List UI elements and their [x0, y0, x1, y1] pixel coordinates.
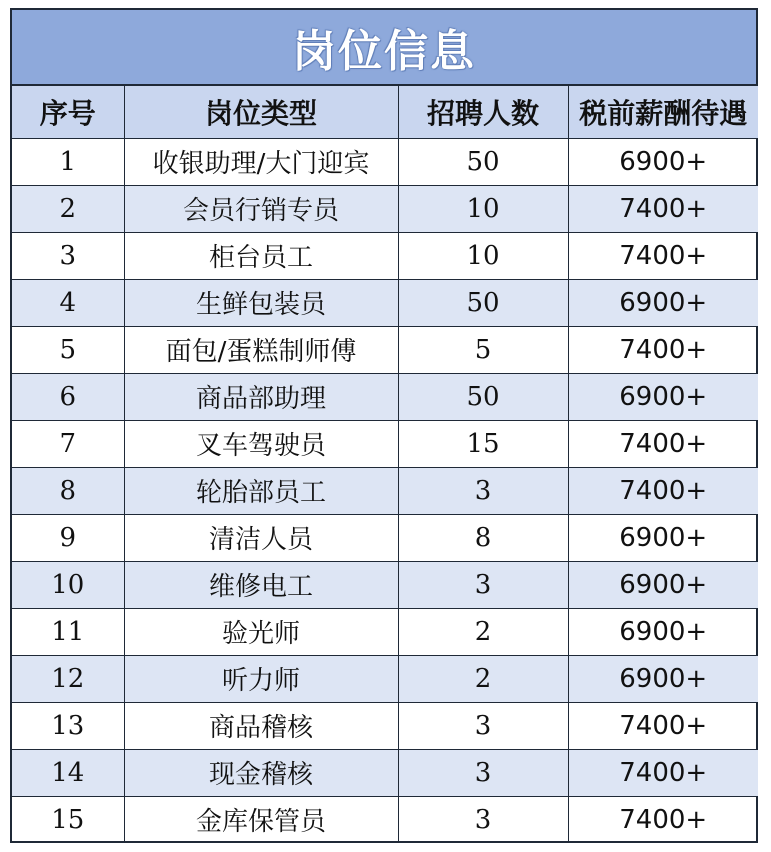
- cell-index: 4: [12, 279, 124, 326]
- cell-headcount: 5: [398, 326, 568, 373]
- header-position-type: 岗位类型: [124, 86, 398, 138]
- cell-headcount: 3: [398, 796, 568, 843]
- cell-position-type: 现金稽核: [124, 749, 398, 796]
- cell-position-type: 清洁人员: [124, 514, 398, 561]
- cell-salary: 6900+: [568, 138, 758, 185]
- cell-position-type: 柜台员工: [124, 232, 398, 279]
- cell-position-type: 生鲜包装员: [124, 279, 398, 326]
- header-index: 序号: [12, 86, 124, 138]
- job-info-table-frame: [10, 8, 758, 843]
- cell-headcount: 8: [398, 514, 568, 561]
- header-salary: 税前薪酬待遇: [568, 86, 758, 138]
- cell-salary: 7400+: [568, 326, 758, 373]
- cell-index: 9: [12, 514, 124, 561]
- cell-salary: 7400+: [568, 702, 758, 749]
- cell-headcount: 3: [398, 702, 568, 749]
- cell-position-type: 验光师: [124, 608, 398, 655]
- cell-salary: 7400+: [568, 749, 758, 796]
- cell-position-type: 听力师: [124, 655, 398, 702]
- cell-headcount: 2: [398, 608, 568, 655]
- table-row: [12, 608, 758, 655]
- cell-position-type: 轮胎部员工: [124, 467, 398, 514]
- table-row: [12, 326, 758, 373]
- cell-salary: 6900+: [568, 514, 758, 561]
- cell-index: 15: [12, 796, 124, 843]
- cell-position-type: 金库保管员: [124, 796, 398, 843]
- table-row: [12, 561, 758, 608]
- cell-index: 5: [12, 326, 124, 373]
- cell-index: 13: [12, 702, 124, 749]
- cell-headcount: 15: [398, 420, 568, 467]
- table-row: [12, 702, 758, 749]
- cell-index: 2: [12, 185, 124, 232]
- cell-salary: 7400+: [568, 420, 758, 467]
- table-row: [12, 185, 758, 232]
- cell-headcount: 10: [398, 232, 568, 279]
- cell-headcount: 10: [398, 185, 568, 232]
- cell-index: 6: [12, 373, 124, 420]
- cell-index: 3: [12, 232, 124, 279]
- cell-position-type: 收银助理/大门迎宾: [124, 138, 398, 185]
- table-row: [12, 138, 758, 185]
- cell-salary: 7400+: [568, 185, 758, 232]
- cell-headcount: 50: [398, 138, 568, 185]
- table-body: [12, 138, 758, 843]
- cell-index: 11: [12, 608, 124, 655]
- cell-salary: 6900+: [568, 279, 758, 326]
- table-row: [12, 467, 758, 514]
- cell-position-type: 维修电工: [124, 561, 398, 608]
- cell-position-type: 会员行销专员: [124, 185, 398, 232]
- cell-position-type: 面包/蛋糕制师傅: [124, 326, 398, 373]
- cell-index: 12: [12, 655, 124, 702]
- cell-index: 10: [12, 561, 124, 608]
- header-row: [12, 86, 758, 138]
- table-row: [12, 420, 758, 467]
- cell-index: 14: [12, 749, 124, 796]
- cell-position-type: 叉车驾驶员: [124, 420, 398, 467]
- cell-salary: 6900+: [568, 608, 758, 655]
- table-row: [12, 796, 758, 843]
- cell-index: 8: [12, 467, 124, 514]
- table-title: 岗位信息: [12, 10, 756, 86]
- cell-index: 7: [12, 420, 124, 467]
- header-headcount: 招聘人数: [398, 86, 568, 138]
- cell-headcount: 3: [398, 749, 568, 796]
- cell-headcount: 3: [398, 467, 568, 514]
- cell-position-type: 商品稽核: [124, 702, 398, 749]
- cell-headcount: 3: [398, 561, 568, 608]
- cell-salary: 6900+: [568, 561, 758, 608]
- cell-salary: 7400+: [568, 796, 758, 843]
- cell-headcount: 2: [398, 655, 568, 702]
- cell-salary: 6900+: [568, 655, 758, 702]
- table-row: [12, 232, 758, 279]
- table-row: [12, 514, 758, 561]
- cell-position-type: 商品部助理: [124, 373, 398, 420]
- cell-salary: 7400+: [568, 467, 758, 514]
- table-row: [12, 655, 758, 702]
- table-row: [12, 279, 758, 326]
- cell-headcount: 50: [398, 279, 568, 326]
- cell-headcount: 50: [398, 373, 568, 420]
- table-row: [12, 749, 758, 796]
- job-info-table: [12, 86, 758, 843]
- cell-salary: 7400+: [568, 232, 758, 279]
- table-row: [12, 373, 758, 420]
- cell-salary: 6900+: [568, 373, 758, 420]
- cell-index: 1: [12, 138, 124, 185]
